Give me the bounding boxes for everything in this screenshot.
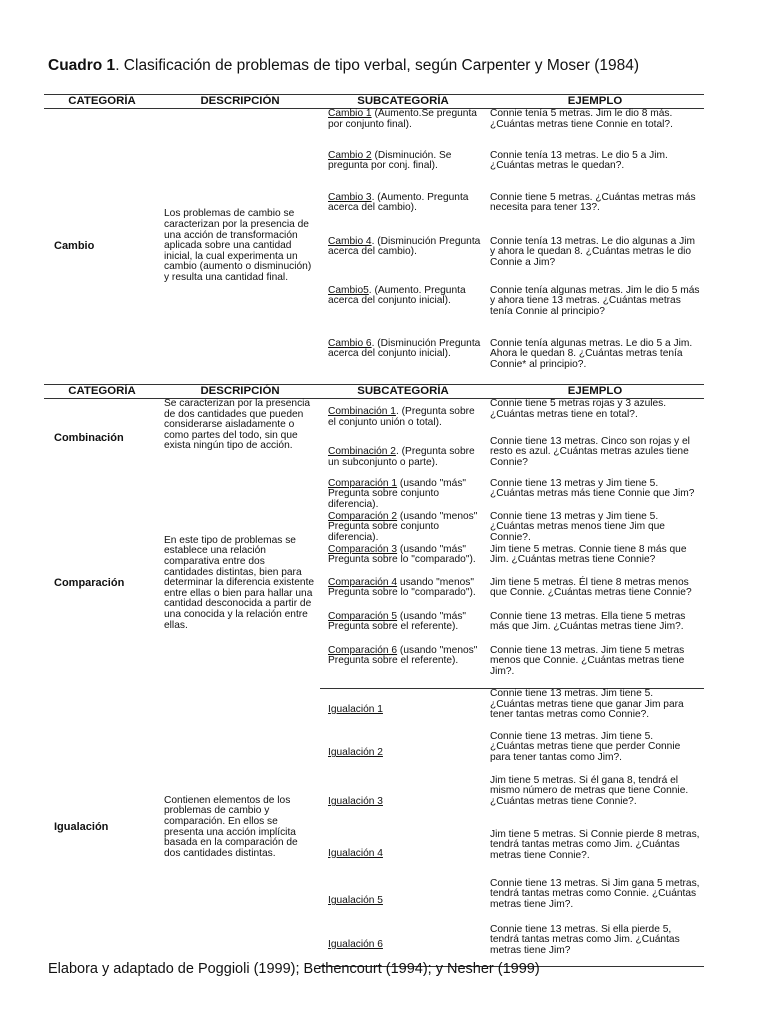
example-cell: Jim tiene 5 metras. Si él gana 8, tendrá el mismo número de metras que tiene Connie. ¿Cuántas metras tiene Connie?.: [490, 774, 689, 807]
description-cambio: Los problemas de cambio se caracterizan por la presencia de una acción de transformación aplicada sobre una cantidad inicial, la cual experimenta un cambio (aumento o disminución) y resulta una cantidad final.: [164, 208, 312, 283]
header-categoria: CATEGORÍA: [44, 95, 160, 109]
subcategory-cell: [320, 830, 486, 879]
example-cell: Connie tiene 5 metras rojas y 3 azules. ¿Cuántas metras tiene en total?.: [490, 398, 667, 420]
example-cell: Connie tiene 13 metras y Jim tiene 5. ¿Cuántas metras más tiene Connie que Jim?: [490, 477, 695, 500]
subcategory-detail: (usando "más" Pregunta sobre el referente).: [328, 610, 467, 633]
subcategory-cell: [320, 776, 486, 830]
subcategory-detail: (usando "menos" Pregunta sobre conjunto diferencia).: [328, 510, 478, 543]
subcategory-name: Combinación 2: [328, 445, 396, 457]
example-cell: Jim tiene 5 metras. Connie tiene 8 más que Jim. ¿Cuántas metras tiene Connie?: [490, 543, 687, 566]
subcategory-cell: [320, 109, 486, 151]
example-cell: Connie tiene 13 metras. Jim tiene 5. ¿Cuántas metras tiene que ganar Jim para tener tantas metras como Connie?.: [490, 688, 684, 721]
subcategory-detail: . (Pregunta sobre un subconjunto o parte).: [328, 445, 475, 468]
subcategory-name: Combinación 1: [328, 406, 396, 418]
example-cell: Connie tenía 13 metras. Le dio 5 a Jim. ¿Cuántas metras le quedan?.: [490, 149, 668, 172]
table-row: [44, 689, 704, 732]
subcategory-detail: . (Aumento. Pregunta acerca del conjunto inicial).: [328, 284, 466, 307]
subcategory-detail: (Aumento.Se pregunta por conjunto final).: [328, 108, 477, 130]
subcategory-name: Igualación 4: [328, 847, 383, 859]
example-cell: Connie tiene 13 metras. Si Jim gana 5 metras, tendrá tantas metras como Connie. ¿Cuántas metras tiene Jim?.: [490, 877, 700, 910]
subcategory-name: Comparación 5: [328, 610, 398, 622]
classification-table: [44, 94, 704, 967]
header-categoria: CATEGORÍA: [44, 385, 160, 399]
category-igualacion: Igualación: [54, 821, 109, 834]
subcategory-name: Cambio 2: [328, 149, 372, 161]
header-ejemplo: EJEMPLO: [486, 385, 704, 399]
subcategory-cell: [320, 339, 486, 385]
source-note: Elabora y adaptado de Poggioli (1999); Bethencourt (1994); y Nesher (1999): [48, 961, 540, 977]
subcategory-cell: [320, 578, 486, 612]
example-cell: Connie tiene 13 metras. Jim tiene 5. ¿Cuántas metras tiene que perder Connie para tener tantas como Jim?.: [490, 730, 681, 763]
subcategory-detail: (usando "menos" Pregunta sobre el referente).: [328, 644, 478, 667]
subcategory-detail: . (Disminución Pregunta acerca del conjunto inicial).: [328, 337, 481, 360]
subcategory-cell: [320, 237, 486, 286]
description-combinacion: Se caracterizan por la presencia de dos cantidades que pueden considerarse aisladamente o como partes del todo, sin que exista ningún tipo de acción.: [164, 398, 311, 452]
subcategory-cell: [320, 689, 486, 732]
subcategory-cell: [320, 193, 486, 237]
subcategory-cell: [320, 512, 486, 545]
header-descripcion: DESCRIPCIÓN: [160, 385, 320, 399]
example-cell: Jim tiene 5 metras. Si Connie pierde 8 metras, tendrá tantas metras como Jim. ¿Cuántas metras tiene Connie?.: [490, 828, 700, 861]
table-row: [44, 479, 704, 512]
caption-label: Cuadro 1: [48, 57, 116, 74]
subcategory-cell: [320, 286, 486, 339]
example-cell: Connie tenía algunas metras. Le dio 5 a Jim. Ahora le quedan 8. ¿Cuántas metras tenía Connie* al principio?.: [490, 337, 693, 370]
header-subcategoria: SUBCATEGORÍA: [320, 385, 486, 399]
subcategory-cell: [320, 646, 486, 689]
subcategory-name: Cambio5: [328, 284, 369, 296]
subcategory-detail: (usando "más" Pregunta sobre conjunto diferencia).: [328, 477, 467, 510]
category-comparacion: Comparación: [54, 577, 125, 590]
caption-text: . Clasificación de problemas de tipo verbal, según Carpenter y Moser (1984): [115, 57, 640, 74]
table-row: [44, 399, 704, 437]
subcategory-name: Comparación 6: [328, 644, 398, 656]
example-cell: Jim tiene 5 metras. Él tiene 8 metras menos que Connie. ¿Cuántas metras tiene Connie?: [490, 576, 692, 599]
subcategory-cell: [320, 151, 486, 193]
description-igualacion: Contienen elementos de los problemas de cambio y comparación. En ellos se presenta una acción implícita basada en la comparación de dos cantidades distintas.: [164, 794, 298, 859]
subcategory-cell: [320, 879, 486, 925]
subcategory-name: Igualación 2: [328, 747, 383, 759]
subcategory-name: Comparación 1: [328, 477, 398, 489]
example-cell: Connie tiene 13 metras. Si ella pierde 5, tendrá tantas metras como Jim. ¿Cuántas metras tiene Jim?: [486, 925, 704, 967]
example-cell: Connie tiene 13 metras. Cinco son rojas y el resto es azul. ¿Cuántas metras azules tiene Connie?: [490, 435, 690, 468]
category-combinacion: Combinación: [54, 432, 124, 445]
example-cell: Connie tiene 13 metras y Jim tiene 5. ¿Cuántas metras menos tiene Jim que Connie?.: [490, 510, 665, 543]
example-cell: Connie tenía algunas metras. Jim le dio 5 más y ahora tiene 13 metras. ¿Cuántas metras tenía Connie al principio?: [490, 284, 700, 317]
subcategory-detail: . (Disminución Pregunta acerca del cambio).: [328, 235, 481, 258]
subcategory-name: Igualación 5: [328, 895, 383, 907]
header-ejemplo: EJEMPLO: [486, 95, 704, 109]
table-caption: [48, 56, 713, 75]
subcategory-cell: [320, 479, 486, 512]
example-cell: Connie tiene 13 metras. Ella tiene 5 metras más que Jim. ¿Cuántas metras tiene Jim?.: [490, 610, 686, 633]
subcategory-cell: [320, 437, 486, 479]
table-header-row: [44, 95, 704, 109]
example-cell: Connie tenía 5 metras. Jim le dio 8 más. ¿Cuántas metras tiene Connie en total?.: [490, 108, 673, 130]
subcategory-name: Cambio 4: [328, 235, 372, 247]
subcategory-name: Comparación 2: [328, 510, 398, 522]
subcategory-name: Cambio 3: [328, 191, 372, 203]
subcategory-cell: [320, 545, 486, 578]
subcategory-name: Igualación 1: [328, 703, 383, 715]
table-row: [44, 109, 704, 151]
subcategory-detail: usando "menos" Pregunta sobre lo "comparado").: [328, 576, 476, 599]
category-cambio: Cambio: [54, 240, 95, 253]
subcategory-detail: (usando "más" Pregunta sobre lo "comparado").: [328, 543, 476, 566]
subcategory-name: Cambio 6: [328, 337, 372, 349]
header-descripcion: DESCRIPCIÓN: [160, 95, 320, 109]
example-cell: Connie tenía 13 metras. Le dio algunas a Jim y ahora le quedan 8. ¿Cuántas metras le dio Connie a Jim?: [490, 235, 696, 268]
subcategory-name: Cambio 1: [328, 108, 372, 119]
subcategory-detail: . (Pregunta sobre el conjunto unión o total).: [328, 406, 475, 428]
subcategory-name: Comparación 4: [328, 576, 398, 588]
subcategory-name: Igualación 6: [328, 938, 383, 950]
subcategory-cell: [320, 732, 486, 776]
subcategory-detail: (Disminución. Se pregunta por conj. final).: [328, 149, 452, 172]
table-header-row: [44, 385, 704, 399]
subcategory-detail: . (Aumento. Pregunta acerca del cambio).: [328, 191, 469, 214]
example-cell: Connie tiene 13 metras. Jim tiene 5 metras menos que Connie. ¿Cuántas metras tiene Jim?.: [486, 646, 704, 689]
example-cell: Connie tiene 5 metras. ¿Cuántas metras más necesita para tener 13?.: [490, 191, 696, 214]
header-subcategoria: SUBCATEGORÍA: [320, 95, 486, 109]
subcategory-name: Comparación 3: [328, 543, 398, 555]
subcategory-cell: [320, 399, 486, 437]
description-comparacion: En este tipo de problemas se establece una relación comparativa entre dos cantidades distintas, bien para determinar la diferencia existente entre ellas o bien para hallar una cantidad desconocida a partir de una conocida y la relación entre ellas.: [164, 534, 315, 631]
subcategory-name: Igualación 3: [328, 796, 383, 808]
subcategory-cell: [320, 612, 486, 646]
